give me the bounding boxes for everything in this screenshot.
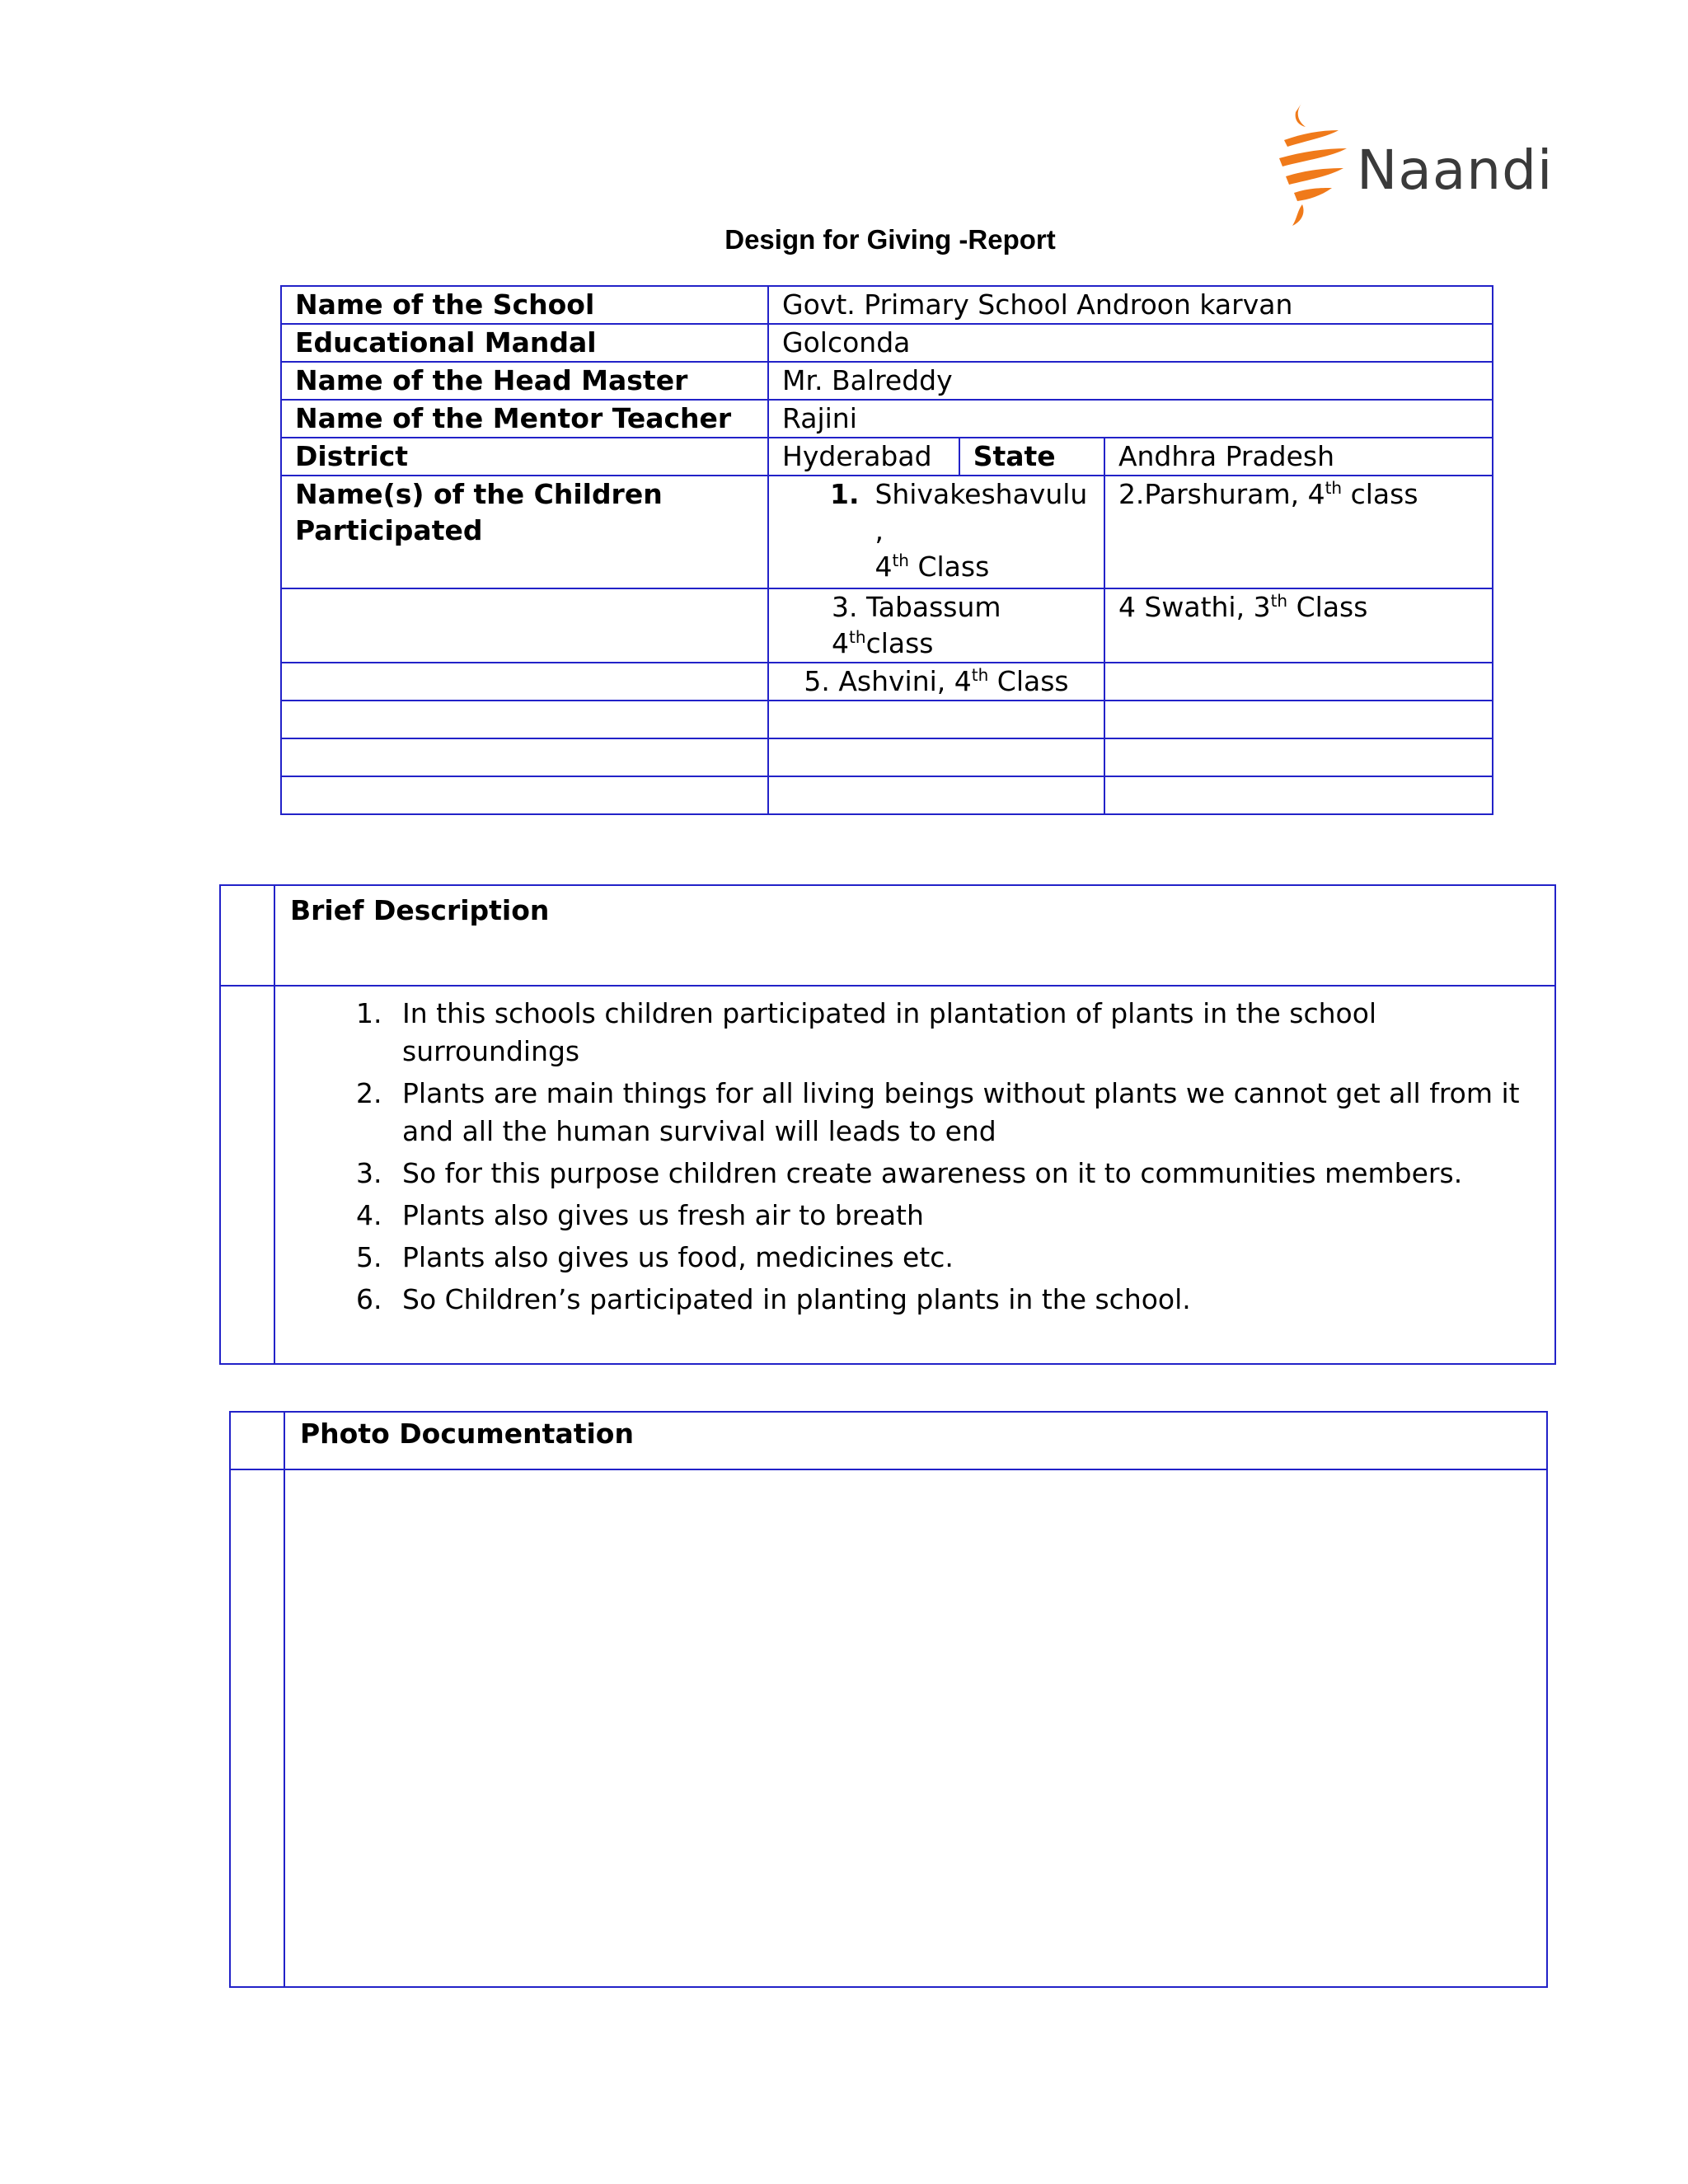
- table-row: [281, 400, 1493, 438]
- empty-cell: [768, 738, 1104, 776]
- child-text: 3. Tabassum 4: [832, 591, 1001, 659]
- photo-documentation-table: [229, 1411, 1548, 1988]
- mentor-label: Name of the Mentor Teacher: [281, 400, 768, 438]
- child-grade: 4: [874, 551, 893, 583]
- empty-cell: [1104, 738, 1493, 776]
- table-row: [220, 986, 1555, 1364]
- child-grade-suffix: class: [865, 627, 934, 659]
- table-row: [230, 1412, 1547, 1469]
- empty-cell: [281, 588, 768, 663]
- naandi-logo: [1269, 97, 1554, 229]
- child-entry: [1104, 588, 1493, 663]
- child-text: 4 Swathi, 3: [1118, 591, 1271, 623]
- flame-icon: [1269, 97, 1360, 229]
- mentor-value: Rajini: [768, 400, 1493, 438]
- child-grade-suffix: Class: [1287, 591, 1368, 623]
- empty-cell: [1104, 701, 1493, 738]
- mandal-label: Educational Mandal: [281, 324, 768, 362]
- brief-description-table: [219, 884, 1556, 1365]
- empty-cell: [220, 885, 274, 986]
- empty-cell: [220, 986, 274, 1364]
- headmaster-value: Mr. Balreddy: [768, 362, 1493, 400]
- table-row: [281, 324, 1493, 362]
- table-row: [281, 588, 1493, 663]
- child-grade-sup: th: [1270, 591, 1288, 611]
- school-info-table: [280, 285, 1493, 815]
- empty-cell: [281, 701, 768, 738]
- child-entry: [1104, 476, 1493, 588]
- list-item: 6. So Children’s participated in planting plants in the school.: [391, 1281, 1541, 1319]
- child-grade-sup: th: [971, 665, 989, 685]
- table-row: [281, 776, 1493, 814]
- description-list: [275, 995, 1541, 1319]
- child-grade-sup: th: [849, 627, 866, 647]
- school-value: Govt. Primary School Androon karvan: [768, 286, 1493, 324]
- child-number: 1.: [830, 478, 860, 510]
- table-row: [220, 885, 1555, 986]
- table-row: [281, 701, 1493, 738]
- empty-cell: [1104, 663, 1493, 701]
- school-label: Name of the School: [281, 286, 768, 324]
- table-row: [281, 362, 1493, 400]
- photo-heading: Photo Documentation: [284, 1412, 1547, 1469]
- table-row: [281, 286, 1493, 324]
- state-label: State: [959, 438, 1104, 476]
- empty-cell: [768, 776, 1104, 814]
- empty-cell: [281, 738, 768, 776]
- page-title: Design for Giving -Report: [724, 224, 1056, 255]
- table-row: [230, 1469, 1547, 1987]
- description-body: [274, 986, 1555, 1364]
- district-label: District: [281, 438, 768, 476]
- empty-cell: [1104, 776, 1493, 814]
- child-grade-sup: th: [1325, 478, 1343, 498]
- list-item: 5. Plants also gives us food, medicines etc.: [391, 1239, 1541, 1277]
- table-row: [281, 663, 1493, 701]
- state-value: Andhra Pradesh: [1104, 438, 1493, 476]
- empty-cell: [768, 701, 1104, 738]
- photo-area: [284, 1469, 1547, 1987]
- child-grade-suffix: Class: [908, 551, 990, 583]
- table-row: [281, 476, 1493, 588]
- table-row: [281, 438, 1493, 476]
- district-value: Hyderabad: [768, 438, 959, 476]
- empty-cell: [281, 663, 768, 701]
- list-item: 3. So for this purpose children create awareness on it to communities members.: [391, 1155, 1541, 1193]
- empty-cell: [230, 1469, 284, 1987]
- list-item: 1. In this schools children participated in plantation of plants in the school surroundings: [391, 995, 1541, 1071]
- child-grade-suffix: Class: [988, 665, 1069, 697]
- mandal-value: Golconda: [768, 324, 1493, 362]
- child-grade-suffix: class: [1342, 478, 1418, 510]
- headmaster-label: Name of the Head Master: [281, 362, 768, 400]
- empty-cell: [230, 1412, 284, 1469]
- logo-text: Naandi: [1357, 138, 1554, 202]
- description-heading: Brief Description: [274, 885, 1555, 986]
- child-entry: [768, 588, 1104, 663]
- child-grade-sup: th: [892, 551, 909, 570]
- child-entry: [768, 663, 1104, 701]
- child-name: Shivakeshavulu ,: [874, 478, 1088, 546]
- empty-cell: [281, 776, 768, 814]
- child-entry: [768, 476, 1104, 588]
- list-item: 4. Plants also gives us fresh air to breath: [391, 1197, 1541, 1235]
- table-row: [281, 738, 1493, 776]
- child-text: 2.Parshuram, 4: [1118, 478, 1325, 510]
- list-item: 2. Plants are main things for all living beings without plants we cannot get all from it and all the human survival will leads to end: [391, 1075, 1541, 1151]
- children-label: Name(s) of the Children Participated: [281, 476, 768, 588]
- child-text: 5. Ashvini, 4: [804, 665, 972, 697]
